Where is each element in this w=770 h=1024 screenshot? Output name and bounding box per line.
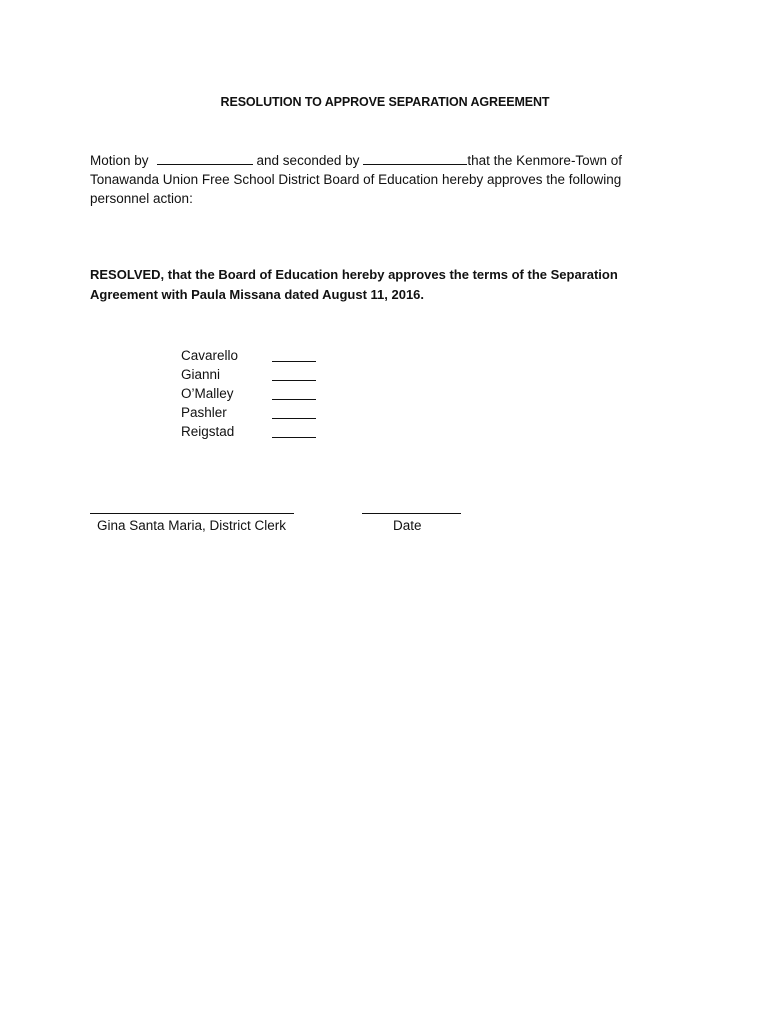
vote-row (181, 346, 321, 365)
vote-blank[interactable] (272, 380, 316, 381)
date-signature-line[interactable] (362, 513, 461, 514)
vote-blank[interactable] (272, 361, 316, 362)
clerk-signature-line[interactable] (90, 513, 294, 514)
motion-middle: and seconded by (256, 153, 360, 168)
motion-prefix: Motion by (90, 153, 149, 168)
vote-blank[interactable] (272, 437, 316, 438)
vote-list (181, 346, 321, 441)
voter-name: Reigstad (181, 424, 235, 439)
motion-by-blank[interactable] (157, 153, 253, 165)
date-signature-label: Date (393, 518, 422, 533)
voter-name: O’Malley (181, 386, 234, 401)
vote-row (181, 422, 321, 441)
vote-row (181, 384, 321, 403)
voter-name: Gianni (181, 367, 221, 382)
voter-name: Cavarello (181, 348, 239, 363)
vote-blank[interactable] (272, 399, 316, 400)
document-title: RESOLUTION TO APPROVE SEPARATION AGREEMENT (220, 95, 550, 109)
seconded-by-blank[interactable] (363, 153, 467, 165)
voter-name: Pashler (181, 405, 227, 420)
resolution-paragraph: RESOLVED, that the Board of Education hereby approves the terms of the Separation Agreement with Paula Missana dated August 11, 2016. (90, 267, 618, 302)
motion-suffix: that the Kenmore-Town of Tonawanda Union Free School District Board of Education hereby approves the following personnel action: (90, 153, 622, 206)
vote-blank[interactable] (272, 418, 316, 419)
vote-row (181, 365, 321, 384)
clerk-signature-label: Gina Santa Maria, District Clerk (97, 518, 287, 533)
motion-paragraph (90, 151, 650, 208)
vote-row (181, 403, 321, 422)
